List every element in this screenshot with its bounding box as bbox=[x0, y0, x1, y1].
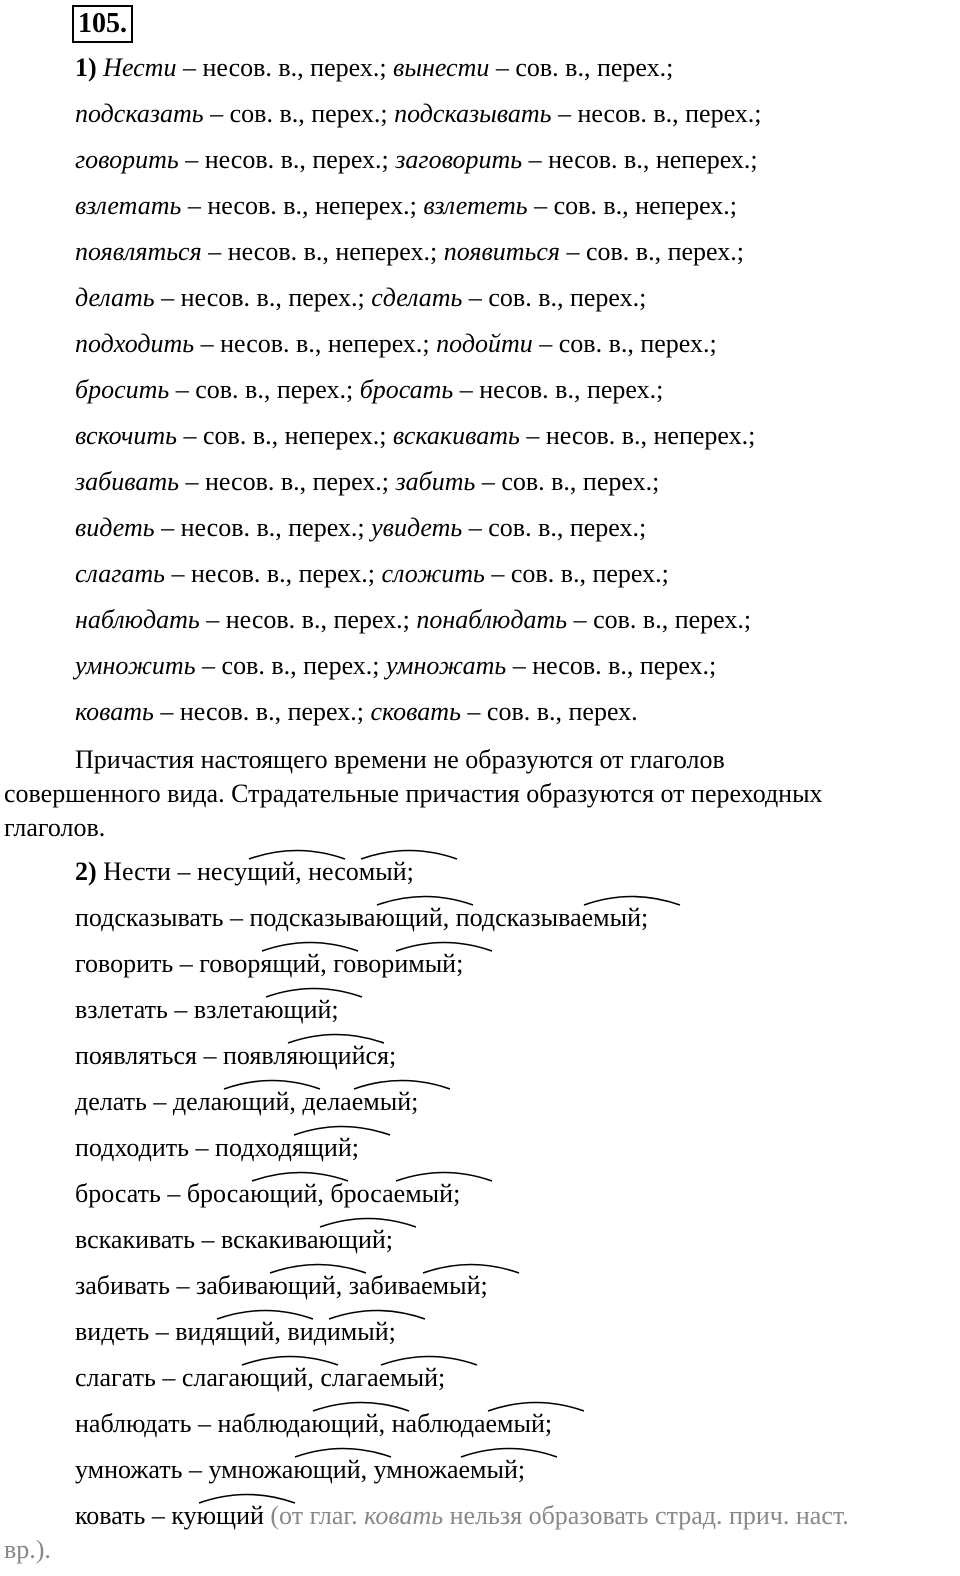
verb-word: понаблюдать bbox=[416, 605, 568, 634]
verb-description: – сов. в., перех.; bbox=[462, 513, 647, 542]
suffix-arc-icon bbox=[375, 894, 475, 906]
line-end: ; bbox=[453, 1179, 461, 1208]
participle-ending: ий bbox=[289, 1179, 318, 1208]
separator: , bbox=[289, 1087, 303, 1116]
verb-word: ковать bbox=[75, 697, 154, 726]
verb-infinitive: умножать bbox=[75, 1455, 183, 1484]
verb-description: – несов. в., неперех.; bbox=[522, 145, 758, 174]
participle-stem: появл bbox=[222, 1041, 287, 1070]
verb-word: видеть bbox=[75, 513, 155, 542]
participle-ending: ий bbox=[292, 949, 321, 978]
verb-word: взлететь bbox=[423, 191, 528, 220]
suffix-arc-icon bbox=[268, 1262, 368, 1274]
dash: – bbox=[173, 949, 200, 978]
separator: , bbox=[295, 857, 309, 886]
verb-word: забивать bbox=[75, 467, 179, 496]
dash: – bbox=[160, 1179, 187, 1208]
gray-note-text: (от глаг. bbox=[263, 1501, 365, 1530]
participle-ending: ий bbox=[357, 1225, 386, 1254]
suffix-morpheme: ем bbox=[394, 1179, 422, 1209]
participle-ending: ий bbox=[279, 1363, 308, 1392]
participle-line bbox=[75, 949, 463, 979]
line-end: ; bbox=[517, 1455, 526, 1484]
verb-description: – несов. в., перех.; bbox=[154, 513, 372, 542]
verb-description: – несов. в., неперех.; bbox=[201, 237, 444, 266]
participle-line bbox=[75, 995, 339, 1025]
participle-stem: забива bbox=[195, 1271, 269, 1300]
verb-description: – сов. в., перех.; bbox=[489, 53, 674, 82]
verb-description: – несов. в., перех.; bbox=[199, 605, 417, 634]
line-end: ; bbox=[385, 1225, 393, 1254]
participle-stem: несу bbox=[196, 857, 248, 886]
dash: – bbox=[182, 1455, 209, 1484]
separator: , bbox=[378, 1409, 392, 1438]
verb-description: – сов. в., перех.; bbox=[532, 329, 717, 358]
dash: – bbox=[189, 1133, 216, 1162]
suffix-arc-icon bbox=[197, 1492, 297, 1504]
dash: – bbox=[169, 1271, 196, 1300]
suffix-morpheme: ящ bbox=[260, 949, 292, 979]
participle-ending: ый bbox=[375, 857, 407, 886]
dash: – bbox=[170, 857, 197, 886]
participle-ending: ый bbox=[449, 1271, 481, 1300]
suffix-morpheme: ющ bbox=[375, 903, 414, 933]
participle-stem: умножа bbox=[373, 1455, 459, 1484]
participle-ending: ый bbox=[424, 949, 457, 978]
verb-word: увидеть bbox=[371, 513, 463, 542]
verb-pair-line bbox=[75, 99, 762, 129]
verb-word: подсказывать bbox=[394, 99, 552, 128]
verb-description: – сов. в., перех.; bbox=[462, 283, 647, 312]
verb-pair-line bbox=[75, 53, 673, 83]
verb-description: – сов. в., перех.; bbox=[567, 605, 752, 634]
suffix-morpheme: ящ bbox=[215, 1317, 247, 1347]
suffix-morpheme: ющ bbox=[197, 1501, 236, 1531]
suffix-morpheme: ем bbox=[421, 1271, 449, 1301]
suffix-arc-icon bbox=[459, 1446, 559, 1458]
participle-stem: слага bbox=[181, 1363, 241, 1392]
verb-word: подходить bbox=[75, 329, 195, 358]
participle-stem: броса bbox=[330, 1179, 394, 1208]
suffix-arc-icon bbox=[215, 1308, 315, 1320]
suffix-arc-icon bbox=[394, 1170, 494, 1182]
separator: , bbox=[307, 1363, 321, 1392]
verb-word: умножать bbox=[386, 651, 507, 680]
line-end: ; bbox=[438, 1363, 446, 1392]
verb-infinitive: подходить bbox=[75, 1133, 190, 1162]
line-end: ; bbox=[456, 949, 464, 978]
suffix-morpheme: ющ bbox=[222, 1087, 261, 1117]
participle-stem: подход bbox=[215, 1133, 292, 1162]
participle-ending: ый bbox=[609, 903, 642, 932]
participle-ending: ийся bbox=[337, 1041, 389, 1070]
verb-pair-line bbox=[75, 283, 646, 313]
verb-word: делать bbox=[75, 283, 155, 312]
verb-description: – несов. в., перех.; bbox=[178, 145, 396, 174]
verb-pair-line bbox=[75, 651, 716, 681]
suffix-arc-icon bbox=[582, 894, 682, 906]
dash: – bbox=[145, 1501, 172, 1530]
verb-pair-line bbox=[75, 605, 751, 635]
verb-infinitive: Нести bbox=[103, 857, 171, 886]
suffix-morpheme: ющ bbox=[311, 1409, 350, 1439]
suffix-morpheme: ем bbox=[582, 903, 610, 933]
verb-word: появиться bbox=[443, 237, 560, 266]
line-end: ; bbox=[544, 1409, 553, 1438]
note-line: совершенного вида. Страдательные причастия образуются от переходных bbox=[4, 779, 823, 808]
verb-description: – несов. в., неперех.; bbox=[194, 329, 437, 358]
separator: , bbox=[442, 903, 456, 932]
suffix-arc-icon bbox=[359, 848, 459, 860]
gray-note bbox=[264, 1501, 849, 1530]
verb-infinitive: делать bbox=[75, 1087, 147, 1116]
suffix-morpheme: ющ bbox=[318, 1225, 357, 1255]
participle-line bbox=[75, 1225, 393, 1255]
dash: – bbox=[149, 1317, 176, 1346]
verb-description: – сов. в., неперех.; bbox=[527, 191, 737, 220]
line-end: ; bbox=[389, 1041, 397, 1070]
participle-stem: дела bbox=[302, 1087, 352, 1116]
verb-pair-line bbox=[75, 237, 744, 267]
verb-word: умножить bbox=[75, 651, 196, 680]
note-paragraph bbox=[4, 743, 954, 845]
dash: – bbox=[196, 1041, 223, 1070]
participle-ending: ий bbox=[307, 1271, 336, 1300]
participle-stem: ку bbox=[171, 1501, 197, 1530]
verb-pair-line bbox=[75, 697, 638, 727]
suffix-arc-icon bbox=[240, 1354, 340, 1366]
dash: – bbox=[191, 1409, 218, 1438]
separator: , bbox=[274, 1317, 288, 1346]
participle-line bbox=[75, 1179, 460, 1209]
verb-description: – несов. в., перех.; bbox=[506, 651, 717, 680]
verb-word: сковать bbox=[370, 697, 461, 726]
suffix-arc-icon bbox=[327, 1308, 427, 1320]
participle-line bbox=[75, 1317, 396, 1347]
verb-word: наблюдать bbox=[75, 605, 200, 634]
verb-infinitive: взлетать bbox=[75, 995, 168, 1024]
verb-description: – сов. в., перех.; bbox=[559, 237, 744, 266]
dash: – bbox=[146, 1087, 173, 1116]
participle-stem: умножа bbox=[208, 1455, 294, 1484]
verb-description: – несов. в., перех.; bbox=[453, 375, 664, 404]
line-end: ; bbox=[351, 1133, 359, 1162]
dash: – bbox=[167, 995, 194, 1024]
verb-description: – сов. в., перех.; bbox=[169, 375, 360, 404]
participle-ending: ый bbox=[421, 1179, 454, 1208]
suffix-arc-icon bbox=[292, 1124, 392, 1136]
verb-description: – несов. в., перех.; bbox=[164, 559, 382, 588]
suffix-arc-icon bbox=[318, 1216, 418, 1228]
verb-description: – сов. в., перех.; bbox=[195, 651, 386, 680]
line-end: ; bbox=[641, 903, 649, 932]
verb-word: заговорить bbox=[395, 145, 523, 174]
verb-description: – сов. в., перех.; bbox=[484, 559, 669, 588]
verb-word: слагать bbox=[75, 559, 165, 588]
participle-stem: говор bbox=[333, 949, 395, 978]
verb-pair-line bbox=[75, 421, 755, 451]
verb-infinitive: наблюдать bbox=[75, 1409, 192, 1438]
verb-description: – несов. в., перех.; bbox=[551, 99, 762, 128]
verb-pair-line bbox=[75, 513, 646, 543]
participle-ending: ий bbox=[267, 857, 296, 886]
suffix-arc-icon bbox=[250, 1170, 350, 1182]
participle-ending: ий bbox=[303, 995, 332, 1024]
participle-ending: ий bbox=[323, 1133, 352, 1162]
suffix-morpheme: м bbox=[359, 857, 375, 887]
participle-ending: ий bbox=[414, 903, 443, 932]
verb-description: – сов. в., перех. bbox=[460, 697, 638, 726]
participle-stem: подсказыва bbox=[249, 903, 376, 932]
suffix-arc-icon bbox=[394, 940, 494, 952]
dash: – bbox=[155, 1363, 182, 1392]
verb-description: – сов. в., неперех.; bbox=[177, 421, 393, 450]
suffix-morpheme: им bbox=[327, 1317, 357, 1347]
participle-ending: ий bbox=[246, 1317, 275, 1346]
verb-word: говорить bbox=[75, 145, 179, 174]
participle-stem: вскакива bbox=[221, 1225, 319, 1254]
suffix-arc-icon bbox=[264, 986, 364, 998]
participle-ending: ий bbox=[261, 1087, 290, 1116]
suffix-arc-icon bbox=[286, 1032, 386, 1044]
participle-ending: ий bbox=[332, 1455, 361, 1484]
line-end: ; bbox=[480, 1271, 488, 1300]
separator: , bbox=[335, 1271, 349, 1300]
verb-pair-line bbox=[75, 559, 669, 589]
verb-word: бросать bbox=[359, 375, 454, 404]
verb-word: бросить bbox=[75, 375, 170, 404]
verb-infinitive: вскакивать bbox=[75, 1225, 196, 1254]
participle-stem: несо bbox=[308, 857, 359, 886]
suffix-morpheme: ющ bbox=[264, 995, 303, 1025]
participle-line bbox=[75, 1363, 445, 1393]
verb-infinitive: слагать bbox=[75, 1363, 156, 1392]
exercise-number: 105. bbox=[72, 5, 133, 43]
verb-word: Нести bbox=[103, 53, 177, 82]
verb-description: – несов. в., перех.; bbox=[153, 697, 371, 726]
verb-word: сделать bbox=[371, 283, 463, 312]
participle-line bbox=[75, 1409, 552, 1439]
suffix-arc-icon bbox=[247, 848, 347, 860]
dash: – bbox=[195, 1225, 222, 1254]
verb-pair-line bbox=[75, 375, 663, 405]
participle-stem: наблюда bbox=[217, 1409, 312, 1438]
verb-description: – несов. в., перех.; bbox=[176, 53, 394, 82]
verb-description: – несов. в., перех.; bbox=[178, 467, 396, 496]
participle-ending: ий bbox=[236, 1501, 264, 1530]
verb-description: – сов. в., перех.; bbox=[203, 99, 395, 128]
verb-infinitive: появляться bbox=[75, 1041, 197, 1070]
participle-stem: взлета bbox=[193, 995, 265, 1024]
participle-line-last bbox=[75, 1501, 849, 1531]
suffix-morpheme: ющ bbox=[240, 1363, 279, 1393]
verb-word: вскакивать bbox=[392, 421, 520, 450]
verb-description: – несов. в., перех.; bbox=[154, 283, 372, 312]
separator: , bbox=[317, 1179, 331, 1208]
participle-stem: броса bbox=[186, 1179, 251, 1208]
line-end: ; bbox=[406, 857, 414, 886]
verb-infinitive: подсказывать bbox=[75, 903, 224, 932]
participle-line bbox=[75, 1455, 525, 1485]
verb-pair-line bbox=[75, 145, 758, 175]
participle-stem: дела bbox=[172, 1087, 223, 1116]
verb-infinitive: говорить bbox=[75, 949, 174, 978]
participle-line bbox=[75, 903, 648, 933]
gray-note-text: нельзя образовать страд. прич. наст. bbox=[443, 1501, 849, 1530]
participle-stem: слага bbox=[320, 1363, 379, 1392]
suffix-morpheme: ем bbox=[379, 1363, 407, 1393]
suffix-morpheme: ем bbox=[486, 1409, 514, 1439]
suffix-arc-icon bbox=[260, 940, 360, 952]
participle-line bbox=[75, 857, 414, 887]
verb-pair-line bbox=[75, 467, 659, 497]
verb-word: взлетать bbox=[75, 191, 182, 220]
suffix-morpheme: ем bbox=[459, 1455, 487, 1485]
suffix-arc-icon bbox=[486, 1400, 586, 1412]
suffix-arc-icon bbox=[352, 1078, 452, 1090]
note-line: глаголов. bbox=[4, 813, 106, 842]
verb-description: – несов. в., неперех.; bbox=[519, 421, 756, 450]
line-end: ; bbox=[331, 995, 339, 1024]
line-end: ; bbox=[388, 1317, 396, 1346]
verb-word: подойти bbox=[436, 329, 533, 358]
participle-ending: ый bbox=[486, 1455, 518, 1484]
suffix-morpheme: ющ bbox=[250, 1179, 289, 1209]
participle-stem: наблюда bbox=[391, 1409, 486, 1438]
note-line: Причастия настоящего времени не образуются от глаголов bbox=[75, 745, 725, 774]
suffix-arc-icon bbox=[293, 1446, 393, 1458]
verb-infinitive: ковать bbox=[75, 1501, 146, 1530]
participle-ending: ый bbox=[513, 1409, 545, 1438]
participle-stem: вид bbox=[175, 1317, 215, 1346]
participle-stem: забива bbox=[348, 1271, 422, 1300]
participle-ending: ий bbox=[350, 1409, 379, 1438]
suffix-morpheme: им bbox=[394, 949, 424, 979]
suffix-arc-icon bbox=[379, 1354, 479, 1366]
verb-word: вскочить bbox=[75, 421, 177, 450]
part1-marker: 1) bbox=[75, 53, 104, 82]
verb-pair-line bbox=[75, 329, 717, 359]
gray-note-word: ковать bbox=[364, 1501, 444, 1530]
gray-note-tail: вр.). bbox=[4, 1535, 51, 1564]
suffix-arc-icon bbox=[311, 1400, 411, 1412]
line-end: ; bbox=[411, 1087, 419, 1116]
part2-marker: 2) bbox=[75, 857, 104, 886]
suffix-arc-icon bbox=[222, 1078, 322, 1090]
separator: , bbox=[320, 949, 334, 978]
dash: – bbox=[223, 903, 250, 932]
participle-line bbox=[75, 1133, 359, 1163]
verb-word: сложить bbox=[381, 559, 485, 588]
suffix-morpheme: ющ bbox=[293, 1455, 332, 1485]
verb-description: – сов. в., перех.; bbox=[475, 467, 660, 496]
verb-word: подсказать bbox=[75, 99, 204, 128]
verb-pair-line bbox=[75, 191, 737, 221]
participle-line bbox=[75, 1271, 488, 1301]
suffix-morpheme: щ bbox=[247, 857, 267, 887]
participle-stem: вид bbox=[287, 1317, 327, 1346]
verb-infinitive: бросать bbox=[75, 1179, 161, 1208]
participle-stem: подсказыва bbox=[455, 903, 582, 932]
suffix-morpheme: ющ bbox=[268, 1271, 307, 1301]
participle-ending: ый bbox=[406, 1363, 439, 1392]
participle-stem: говор bbox=[199, 949, 261, 978]
verb-word: вынести bbox=[393, 53, 490, 82]
verb-description: – несов. в., неперех.; bbox=[181, 191, 424, 220]
participle-ending: ый bbox=[379, 1087, 412, 1116]
verb-infinitive: видеть bbox=[75, 1317, 150, 1346]
verb-word: забить bbox=[395, 467, 476, 496]
verb-word: появляться bbox=[75, 237, 202, 266]
participle-line bbox=[75, 1041, 396, 1071]
suffix-arc-icon bbox=[421, 1262, 521, 1274]
verb-infinitive: забивать bbox=[75, 1271, 170, 1300]
participle-line bbox=[75, 1087, 418, 1117]
suffix-morpheme: яющ bbox=[286, 1041, 337, 1071]
suffix-morpheme: ем bbox=[352, 1087, 380, 1117]
suffix-morpheme: ящ bbox=[292, 1133, 324, 1163]
participle-ending: ый bbox=[357, 1317, 389, 1346]
separator: , bbox=[360, 1455, 374, 1484]
